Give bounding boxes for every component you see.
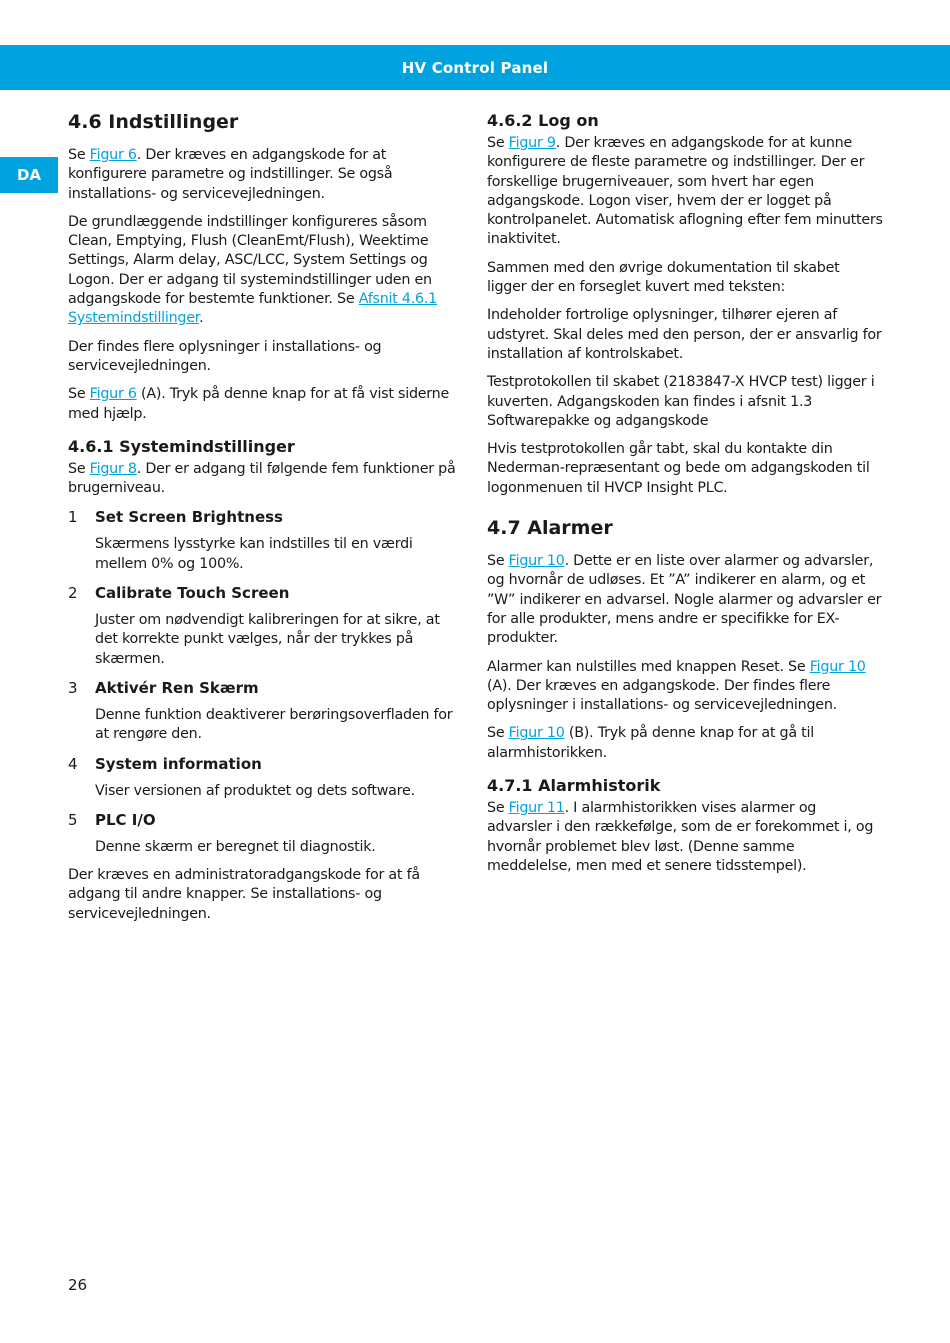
item-number: 1	[68, 508, 78, 527]
list-item	[68, 678, 464, 745]
item-description: Denne funktion deaktiverer berøringsoverfladen for at rengøre den.	[95, 706, 453, 743]
section-4-7-1-paragraph-1: Se Figur 11. I alarmhistorikken vises alarmer og advarsler i den rækkefølge, som de er forekommet i, og hvornår problemet blev løst. (Denne samme meddelelse, men med et senere tidsstempel).	[487, 800, 874, 874]
section-4-7-1-title: 4.7.1 Alarmhistorik	[487, 776, 661, 796]
list-item	[68, 583, 464, 669]
section-4-6-2-paragraph-1: Se Figur 9. Der kræves en adgangskode for at kunne konfigurere de fleste parametre og indstillinger. Der er forskellige brugerniveauer, som hvert har egen adgangskode. Logon viser, hvem der er logget på kontrolpanelet. Automatisk aflogning efter fem minutters inaktivitet.	[487, 135, 883, 248]
item-number: 3	[68, 678, 78, 697]
section-4-7-title: 4.7 Alarmer	[487, 517, 613, 540]
list-item	[68, 507, 464, 574]
section-4-6-2-paragraph-2: Sammen med den øvrige dokumentation til skabet ligger der en forseglet kuvert med teksten:	[487, 259, 840, 296]
list-item	[68, 754, 464, 801]
item-description: Viser versionen af produktet og dets software.	[95, 782, 415, 799]
item-title: Set Screen Brightness	[95, 508, 283, 527]
section-4-6-paragraph-1: Se Figur 6. Der kræves en adgangskode for at konfigurere parametre og indstillinger. Se også installations- og servicevejledningen.	[68, 147, 393, 202]
item-description: Denne skærm er beregnet til diagnostik.	[95, 838, 376, 855]
figure-9-link[interactable]: Figur 9	[508, 135, 556, 151]
section-4-6-1-paragraph-end: Der kræves en administratoradgangskode for at få adgang til andre knapper. Se installations- og servicevejledningen.	[68, 867, 420, 922]
figure-10-link[interactable]: Figur 10	[508, 553, 565, 570]
list-item	[68, 810, 464, 857]
section-4-7-paragraph-1: Se Figur 10. Dette er en liste over alarmer og advarsler, og hvornår de udløses. Et ”A” indikerer en alarm, og et ”W” indikerer en advarsel. Nogle alarmer og advarsler er for alle produkter, mens andre er specifikke for EX-produkter.	[487, 553, 882, 647]
item-number: 5	[68, 810, 78, 829]
section-4-7-paragraph-2: Alarmer kan nulstilles med knappen Reset. Se Figur 10 (A). Der kræves en adgangskode. Der findes flere oplysninger i installations- og servicevejledningen.	[487, 658, 866, 714]
section-4-6-2-paragraph-3: Indeholder fortrolige oplysninger, tilhører ejeren af udstyret. Skal deles med den person, der er ansvarlig for installation af kontrolskabet.	[487, 307, 882, 362]
function-list	[68, 507, 464, 857]
header-title: HV Control Panel	[401, 58, 549, 77]
section-4-6-2-title: 4.6.2 Log on	[487, 111, 599, 130]
figure-6-link[interactable]: Figur 6	[89, 147, 137, 163]
section-4-6-paragraph-4: Se Figur 6 (A). Tryk på denne knap for at få vist siderne med hjælp.	[68, 386, 450, 422]
header-bar	[0, 45, 950, 90]
section-4-6-paragraph-2: De grundlæggende indstillinger konfigureres såsom Clean, Emptying, Flush (CleanEmt/Flush), Weektime Settings, Alarm delay, ASC/LCC, System Settings og Logon. Der er adgang til systemindstillinger uden en adgangskode for bestemte funktioner. Se Afsnit 4.6.1 Systemindstillinger.	[68, 213, 438, 327]
item-number: 2	[68, 584, 78, 603]
section-4-6-1-link[interactable]: Afsnit 4.6.1 Systemindstillinger	[68, 291, 438, 327]
figure-11-link[interactable]: Figur 11	[508, 800, 565, 817]
figure-8-link[interactable]: Figur 8	[89, 460, 137, 477]
right-column	[487, 108, 883, 885]
item-number: 4	[68, 754, 78, 773]
page-number: 26	[68, 1276, 88, 1294]
language-tab: DA	[0, 157, 58, 193]
figure-6-link[interactable]: Figur 6	[89, 386, 137, 403]
left-column	[68, 108, 464, 933]
section-4-6-1-paragraph-1: Se Figur 8. Der er adgang til følgende fem funktioner på brugerniveau.	[68, 460, 456, 497]
section-4-6-1-title: 4.6.1 Systemindstillinger	[68, 436, 295, 456]
item-description: Juster om nødvendigt kalibreringen for at sikre, at det korrekte punkt vælges, når der trykkes på skærmen.	[95, 612, 440, 667]
section-4-6-2-paragraph-5: Hvis testprotokollen går tabt, skal du kontakte din Nederman-repræsentant og bede om adgangskoden til logonmenuen til HVCP Insight PLC.	[487, 441, 870, 496]
item-description: Skærmens lysstyrke kan indstilles til en værdi mellem 0% og 100%.	[95, 536, 413, 572]
item-title: Calibrate Touch Screen	[95, 584, 290, 603]
section-4-6-title: 4.6 Indstillinger	[68, 111, 239, 133]
section-4-6-2-paragraph-4: Testprotokollen til skabet (2183847-X HVCP test) ligger i kuverten. Adgangskoden kan findes i afsnit 1.3 Softwarepakke og adgangskode	[487, 374, 875, 429]
section-4-6-paragraph-3: Der findes flere oplysninger i installations- og servicevejledningen.	[68, 338, 382, 374]
figure-10-link[interactable]: Figur 10	[508, 725, 565, 742]
figure-10-link[interactable]: Figur 10	[809, 658, 866, 675]
item-title: System information	[95, 754, 262, 773]
item-title: PLC I/O	[95, 810, 156, 829]
section-4-7-paragraph-3: Se Figur 10 (B). Tryk på denne knap for at gå til alarmhistorikken.	[487, 725, 814, 761]
item-title: Aktivér Ren Skærm	[95, 678, 259, 697]
